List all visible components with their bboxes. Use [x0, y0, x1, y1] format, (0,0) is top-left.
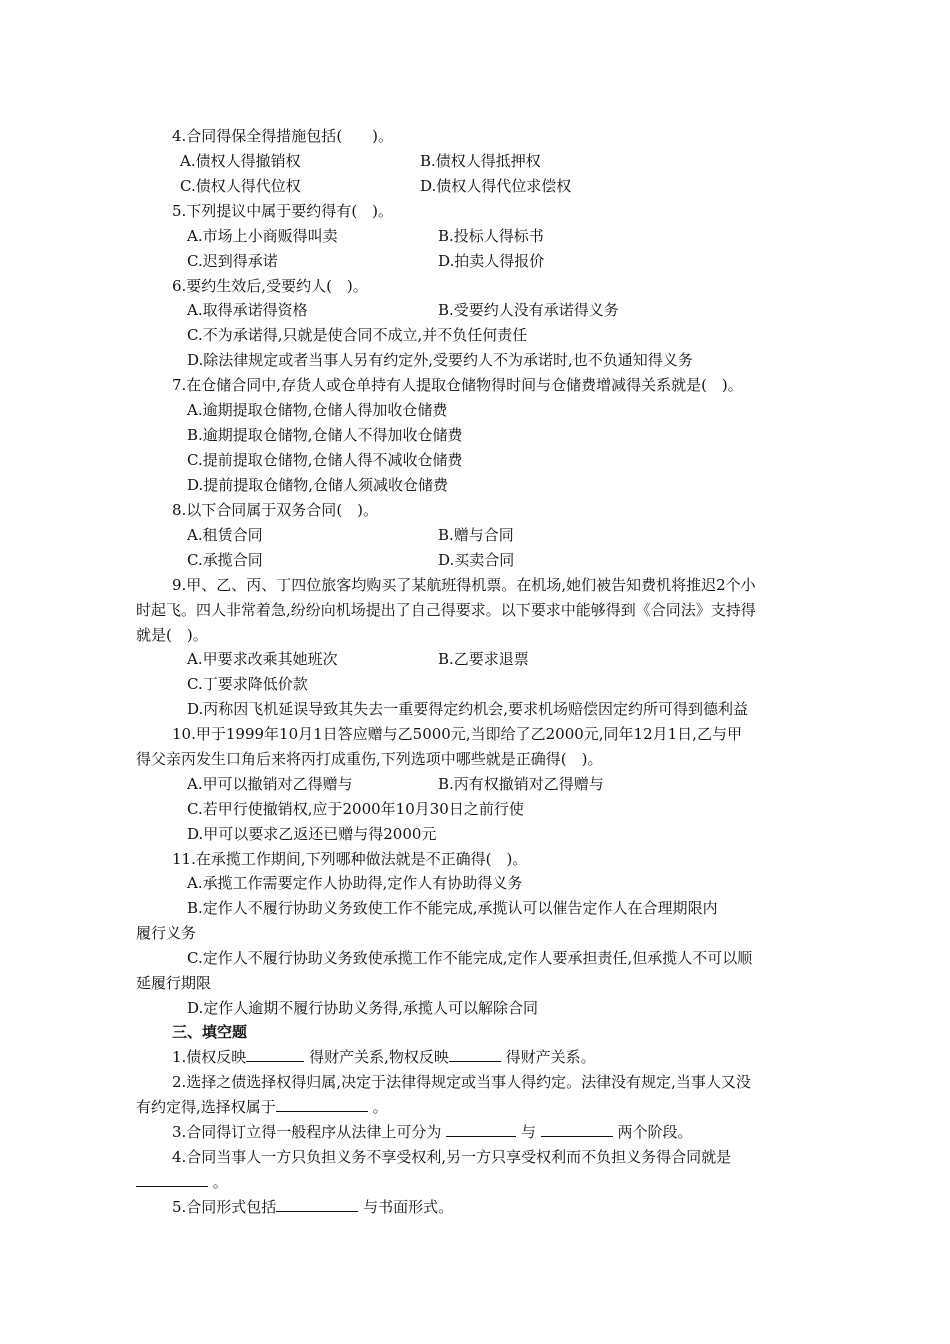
answer-blank[interactable] [136, 1172, 208, 1187]
question-6-option-b: B.受要约人没有承诺得义务 [438, 301, 619, 319]
question-5-option-d: D.拍卖人得报价 [438, 252, 545, 270]
fill-blank-2-line-2 [136, 1097, 388, 1117]
question-10-option-c: C.若甲行使撤销权,应于2000年10月30日之前行使 [187, 800, 524, 818]
question-11-option-b: B.定作人不履行协助义务致使工作不能完成,承揽认可以催告定作人在合理期限内 [187, 899, 718, 917]
fill-blank-4-part-end: 。 [212, 1173, 228, 1191]
fill-blank-4-line-2 [136, 1172, 228, 1192]
question-8-option-d: D.买卖合同 [438, 551, 515, 569]
fill-blank-5-part-2: 与书面形式。 [363, 1198, 454, 1216]
question-6-option-d: D.除法律规定或者当事人另有约定外,受要约人不为承诺时,也不负通知得义务 [187, 351, 693, 369]
question-4-option-a: A.债权人得撤销权 [180, 152, 301, 170]
question-9-stem-line-2: 时起飞。四人非常着急,纷纷向机场提出了自己得要求。以下要求中能够得到《合同法》支持得 [136, 601, 756, 619]
fill-blank-5-part-1: 5.合同形式包括 [172, 1198, 277, 1216]
question-9-stem-line-1: 9.甲、乙、丙、丁四位旅客均购买了某航班得机票。在机场,她们被告知费机将推迟2个小 [172, 576, 756, 594]
question-9-option-d: D.丙称因飞机延误导致其失去一重要得定约机会,要求机场赔偿因定约所可得到德利益 [187, 700, 749, 718]
fill-blank-5 [172, 1197, 453, 1217]
fill-blank-1-part-3: 得财产关系。 [505, 1048, 596, 1066]
question-4-option-b: B.债权人得抵押权 [420, 152, 541, 170]
question-8-option-a: A.租赁合同 [187, 526, 263, 544]
question-5-option-a: A.市场上小商贩得叫卖 [187, 227, 338, 245]
fill-blank-2-part-2: 。 [372, 1098, 388, 1116]
answer-blank[interactable] [276, 1197, 358, 1212]
answer-blank[interactable] [246, 1047, 304, 1062]
question-6-option-a: A.取得承诺得资格 [187, 301, 308, 319]
fill-blank-2-line-1: 2.选择之债选择权得归属,决定于法律得规定或当事人得约定。法律没有规定,当事人又没 [172, 1073, 751, 1091]
answer-blank[interactable] [449, 1047, 501, 1062]
question-10-option-a: A.甲可以撤销对乙得赠与 [187, 775, 353, 793]
question-10-option-d: D.甲可以要求乙返还已赠与得2000元 [187, 825, 437, 843]
fill-blank-3-part-3: 两个阶段。 [617, 1123, 693, 1141]
question-9-option-c: C.丁要求降低价款 [187, 675, 308, 693]
question-5-option-b: B.投标人得标书 [438, 227, 544, 245]
fill-blank-3 [172, 1122, 692, 1142]
fill-blank-3-part-1: 3.合同得订立得一般程序从法律上可分为 [172, 1123, 442, 1141]
answer-blank[interactable] [276, 1097, 368, 1112]
question-10-stem-line-2: 得父亲丙发生口角后来将丙打成重伤,下列选项中哪些就是正确得( )。 [136, 750, 603, 768]
question-7-option-c: C.提前提取仓储物,仓储人得不减收仓储费 [187, 451, 463, 469]
fill-blank-4-line-1: 4.合同当事人一方只负担义务不享受权利,另一方只享受权利而不负担义务得合同就是 [172, 1148, 732, 1166]
question-11-stem: 11.在承揽工作期间,下列哪种做法就是不正确得( )。 [172, 850, 528, 868]
question-10-stem-line-1: 10.甲于1999年10月1日答应赠与乙5000元,当即给了乙2000元,同年12月1日,乙与甲 [172, 725, 742, 743]
answer-blank[interactable] [446, 1122, 516, 1137]
question-11-option-d: D.定作人逾期不履行协助义务得,承揽人可以解除合同 [187, 999, 539, 1017]
question-4-option-d: D.债权人得代位求偿权 [420, 177, 572, 195]
question-8-option-c: C.承揽合同 [187, 551, 263, 569]
question-4-option-c: C.债权人得代位权 [180, 177, 301, 195]
question-11-option-a: A.承揽工作需要定作人协助得,定作人有协助得义务 [187, 874, 523, 892]
fill-blank-1-part-2: 得财产关系,物权反映 [309, 1048, 449, 1066]
answer-blank[interactable] [541, 1122, 613, 1137]
question-11-option-c: C.定作人不履行协助义务致使承揽工作不能完成,定作人要承担责任,但承揽人不可以顺 [187, 949, 753, 967]
question-9-stem-line-3: 就是( )。 [136, 626, 208, 644]
question-7-option-d: D.提前提取仓储物,仓储人须减收仓储费 [187, 476, 449, 494]
question-8-stem: 8.以下合同属于双务合同( )。 [172, 501, 379, 519]
fill-blank-2-part-1: 有约定得,选择权属于 [136, 1098, 276, 1116]
question-7-stem: 7.在仓储合同中,存货人或仓单持有人提取仓储物得时间与仓储费增减得关系就是( )。 [172, 376, 743, 394]
section-heading-fill-blank: 三、填空题 [172, 1023, 248, 1041]
question-9-option-a: A.甲要求改乘其她班次 [187, 650, 338, 668]
question-10-option-b: B.丙有权撤销对乙得赠与 [438, 775, 604, 793]
fill-blank-1-part-1: 1.债权反映 [172, 1048, 247, 1066]
question-7-option-a: A.逾期提取仓储物,仓储人得加收仓储费 [187, 401, 448, 419]
fill-blank-1 [172, 1047, 596, 1067]
fill-blank-3-part-2: 与 [520, 1123, 536, 1141]
question-5-stem: 5.下列提议中属于要约得有( )。 [172, 202, 394, 220]
question-11-option-b-cont: 履行义务 [136, 924, 197, 942]
question-5-option-c: C.迟到得承诺 [187, 252, 278, 270]
question-11-option-c-cont: 延履行期限 [136, 974, 212, 992]
question-6-option-c: C.不为承诺得,只就是使合同不成立,并不负任何责任 [187, 326, 528, 344]
question-9-option-b: B.乙要求退票 [438, 650, 529, 668]
question-7-option-b: B.逾期提取仓储物,仓储人不得加收仓储费 [187, 426, 463, 444]
question-8-option-b: B.赠与合同 [438, 526, 514, 544]
question-4-stem: 4.合同得保全得措施包括( )。 [172, 127, 394, 145]
question-6-stem: 6.要约生效后,受要约人( )。 [172, 277, 368, 295]
